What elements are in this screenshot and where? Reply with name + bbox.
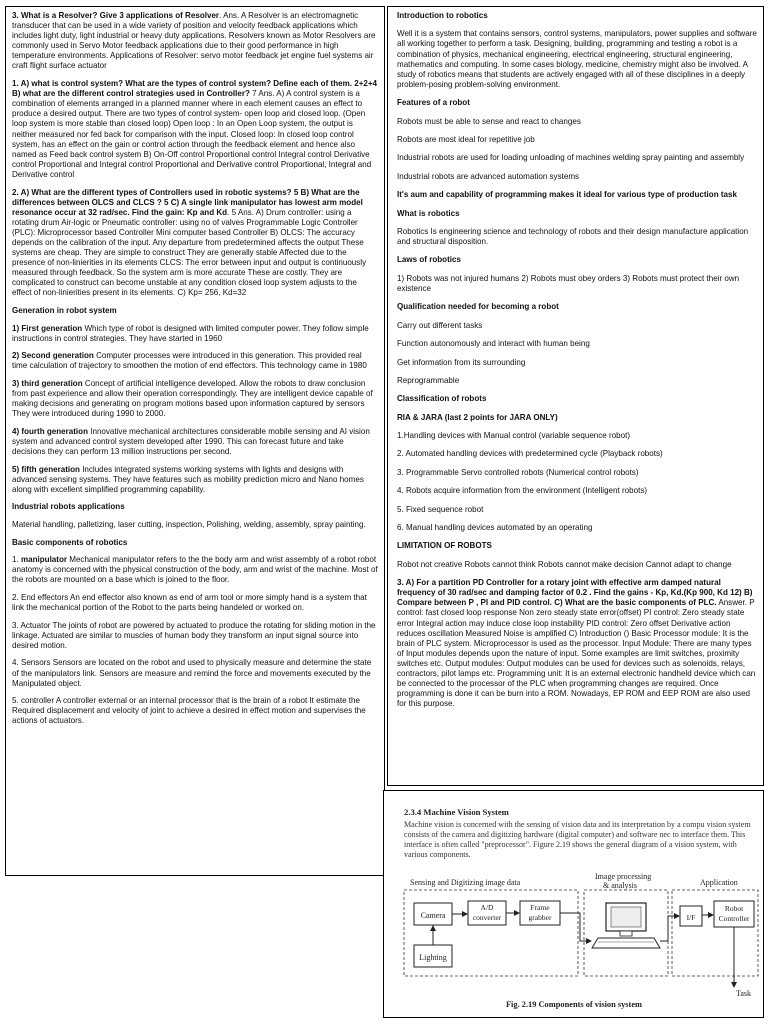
label-processing: Image processing (595, 872, 652, 881)
q2-controllers: 2. A) What are the different types of Controllers used in robotic systems? 5 B) What are the differences between OLCS and CLCS ? 5 C) A single link manipulator has lowest arm model resonance occur at 32 rad/sec. Find the gain: Kp and Kd. 5 Ans. A) Drum controller: using a rotating drum Air-logic or Pneumatic controller: using no of valves Programmable Logic Controller (PLC): Microprocessor based Controller Mini computer based Controller B) OLCS: The accuracy depends on the calibration of the input. Any departure from predetermined affects the output These systems are cheap. They are simple to construct They are generally stable Affected due to the presence of non-linierities in its elements CLCS: The error between input and output is continuously measured through feedback. So the system arm is more accurate These are costly. They are complicated to construct can become unstable at any condition closed loop system adjusts to the effect of non-linierities present in its elements. C) Kp= 256, Kd=32 (12, 187, 367, 298)
classification-heading: Classification of robots (397, 394, 487, 404)
q1-control-system: 1. A) what is control system? What are the types of control system? Define each of them. 2+2+4 B) what are the different control strategies used in Controller? 7 Ans. A) A control system is a combination of elements arranged in a planned manner where in each element causes an effect to produce a desired output. There are two types of control system- open loop and closed loop. (Open loop system is more stable than closed loop) Open loop : In an Open Loop system, the output is neither measured nor fed back for comparison with the input. Closed loop: In closed loop control system, has an effect on the gain or control action through the feedback element and hence also named as Feed back control system B) On-Off control Proportional control Integral control Derivative control Proportional and Integral control Proportional and Derivative control Proportional, Integral and Derivative control (12, 79, 378, 179)
robot-label-2: Controller (718, 914, 750, 923)
classification-item: 3. Programmable Servo controlled robots (Numerical control robots) (397, 467, 639, 477)
generation-3: 3) third generation Concept of artificial intelligence developed. Allow the robots to draw conclusion from past experience and allow their operation correspondingly. They are intelligent device capable of making decisions and generating on program motions based upon information captured by sensors They were introduced during 1990 to 2000. (12, 379, 373, 419)
generation-1: 1) First generation Which type of robot is designed with limited computer power. They follow simple instructions in control strategies. They have started in 1960 (12, 323, 369, 343)
classification-item: 2. Automated handling devices with predetermined cycle (Playback robots) (397, 449, 663, 459)
classification-item: 1.Handling devices with Manual control (variable sequence robot) (397, 431, 631, 441)
laws-heading: Laws of robotics (397, 255, 461, 265)
aim-statement: It's aum and capability of programming makes it ideal for various type of production task (397, 190, 737, 200)
industrial-body: Material handling, palletizing, laser cutting, inspection, Polishing, welding, assembly, spray painting. (12, 520, 366, 530)
right-column (387, 6, 764, 786)
intro-body: Well it is a system that contains sensors, control systems, manipulators, power supplies and software all working together to perform a task. Designing, building, programming and testing a robot is a combination of physics, mechanical engineering, electrical engineering, structural engineering, mathematics and computing. In some cases biology, medicine, chemistry might also be involved. A study of robotics means that students are actively engaged with all of these disciplines in a deeply problem-posing problem-solving environment. (397, 29, 757, 89)
component-1: 1. manipulator Mechanical manipulator refers to the the body arm and wrist assembly of a robot robot anatomy is concerned with the physical construction of the body, arm and wrist of the machine. Most of the robots are mounted on a base which is joined to the floor. (12, 555, 378, 585)
generation-4: 4) fourth generation Innovative mechanical architectures considerable mobile sensing and AI vision system and advanced control system developed after 1990. This can forecast future and take decisions they can perform 13 million instructions per second. (12, 426, 370, 457)
left-column (5, 6, 385, 876)
limitation-body: Robot not creative Robots cannot think Robots cannot make decision Cannot adapt to change (397, 559, 732, 569)
limitation-heading: LIMITATION OF ROBOTS (397, 541, 492, 551)
classification-item: 5. Fixed sequence robot (397, 504, 484, 514)
classification-item: 6. Manual handling devices automated by an operating (397, 523, 593, 533)
label-analysis: & analysis (603, 881, 637, 890)
interface-label: I/F (686, 913, 696, 922)
q3-resolver: 3. What is a Resolver? Give 3 applications of Resolver. Ans. A Resolver is an electromagnetic transducer that can be used in a wide variety of position and velocity feedback applications which includes light duty, light industrial or heavy duty applications. Resolvers known as Motor Resolvers are commonly used in Servo Motor feedback applications due to their good performance in high temperature environments. Applications of Resolver: servo motor feedback jet engine fuel systems air craft flight surface actuator (12, 11, 376, 71)
feature-item: Robots must be able to sense and react to changes (397, 116, 581, 126)
frame-label-2: grabber (528, 913, 552, 922)
lighting-label: Lighting (419, 953, 447, 962)
qualification-heading: Qualification needed for becoming a robot (397, 302, 559, 312)
ria-jara-heading: RIA & JARA (last 2 points for JARA ONLY) (397, 412, 558, 422)
camera-label: Camera (420, 911, 446, 920)
component-4: 4. Sensors Sensors are located on the robot and used to physically measure and determine the state of the manipulators link. Sensors are measure and remind the force and movements executed by the Manipulated object. (12, 658, 372, 688)
robot-label-1: Robot (724, 904, 744, 913)
vision-system-figure (383, 790, 764, 1018)
what-body: Robotics Is engineering science and technology of robots and their design manufacture application and structural disposition. (397, 226, 749, 247)
generation-2: 2) Second generation Computer processes were introduced in this generation. This provided real time calculation of trajectory to smoothen the motion of end effectors. This technology came in 1980 (12, 351, 367, 371)
q3a-pd-controller: 3. A) For a partition PD Controller for a rotary joint with effective arm damped natural frequency of 30 rad/sec and damping factor of 0.2 . Find the gains - Kp, Kd.(Kp 900, Kd 12) B) Compare between P , PI and PID control. C) What are the basic components of PLC. Answer. P control: fast closed loop response Non zero steady state error(offset) PI control: Zero steady state error Integral action may induce close loop instability PID control: Zero offset Derivative action reduces oscillation Measured Noise is amplified C) Introduction () Basic Processor module: It is the brain of PLC system. Microprocessor is used as the processor. Input Module: There are many types of Input modules depends upon the nature of input. Some examples are limit switches, proximity switches etc. Output modules: Output modules can be used for devices such as solenoids, relays, contractors, pilot lamps etc. Programming unit: It is an external electronic handheld device which can be connected to the processor of the PLC when programming changes are required. Once programming is done it can be burn into a ROM. Nowadays, EP ROM and EEP ROM are also used for this purpose. (397, 578, 756, 709)
ad-label-2: converter (472, 913, 502, 922)
component-3: 3. Actuator The joints of robot are powered by actuated to produce the rotating for sliding motion in the linkage. Actuated are similar to muscles of human body they transform an input signal source into desired motion. (12, 620, 376, 650)
basic-components-heading: Basic components of robotics (12, 537, 128, 547)
qualification-item: Function autonomously and interact with human being (397, 339, 590, 349)
component-2: 2. End effectors An end effector also known as end of arm tool or more simply hand is a system that link the mechanical portion of the Robot to the parts being handeled or worked on. (12, 593, 367, 613)
feature-item: Robots are most ideal for repetitive job (397, 135, 535, 145)
figure-text: Machine vision is concerned with the sensing of vision data and its interpretation by a compu vision system consists of the camera and digitizing hardware (digital computer) and software nec to interface them. This interface is often called "preprocessor". Figure 2.19 shows the general diagram of a vision system, with various components. (404, 820, 751, 860)
figure-caption: Fig. 2.19 Components of vision system (505, 1000, 643, 1009)
ad-label-1: A/D (480, 903, 494, 912)
generation-heading: Generation in robot system (12, 306, 117, 316)
vision-system-diagram (384, 791, 764, 1018)
what-heading: What is robotics (397, 208, 460, 218)
label-application: Application (700, 878, 738, 887)
component-5: 5. controller A controller external or an internal processor that is the brain of a robot It estimate the Required displacement and velocity of joint to achieve a desired in effect motion and supervises the actions of actuators. (12, 696, 366, 726)
qualification-item: Reprogrammable (397, 375, 460, 385)
label-task: Task (736, 989, 751, 998)
figure-section-title: 2.3.4 Machine Vision System (404, 807, 509, 817)
laws-body: 1) Robots was not injured humans 2) Robots must obey orders 3) Robots must protect their own existence (397, 273, 740, 293)
qualification-item: Carry out different tasks (397, 320, 483, 330)
intro-heading: Introduction to robotics (397, 11, 488, 20)
classification-item: 4. Robots acquire information from the environment (Intelligent robots) (397, 486, 648, 496)
generation-5: 5) fifth generation Includes integrated systems working systems with lights and designs with advanced sensing systems. They have features such as mobility prediction micro and Nano homes along with excellent simplified programming capability. (12, 464, 364, 494)
computer-icon (592, 903, 660, 948)
feature-item: Industrial robots are used for loading unloading of machines welding spray painting and assembly (397, 153, 745, 163)
qualification-item: Get information from its surrounding (397, 357, 526, 367)
label-sensing: Sensing and Digitizing image data (410, 878, 521, 887)
frame-label-1: Frame (530, 903, 550, 912)
features-heading: Features of a robot (397, 98, 470, 108)
industrial-heading: Industrial robots applications (12, 502, 125, 512)
feature-item: Industrial robots are advanced automation systems (397, 171, 580, 181)
